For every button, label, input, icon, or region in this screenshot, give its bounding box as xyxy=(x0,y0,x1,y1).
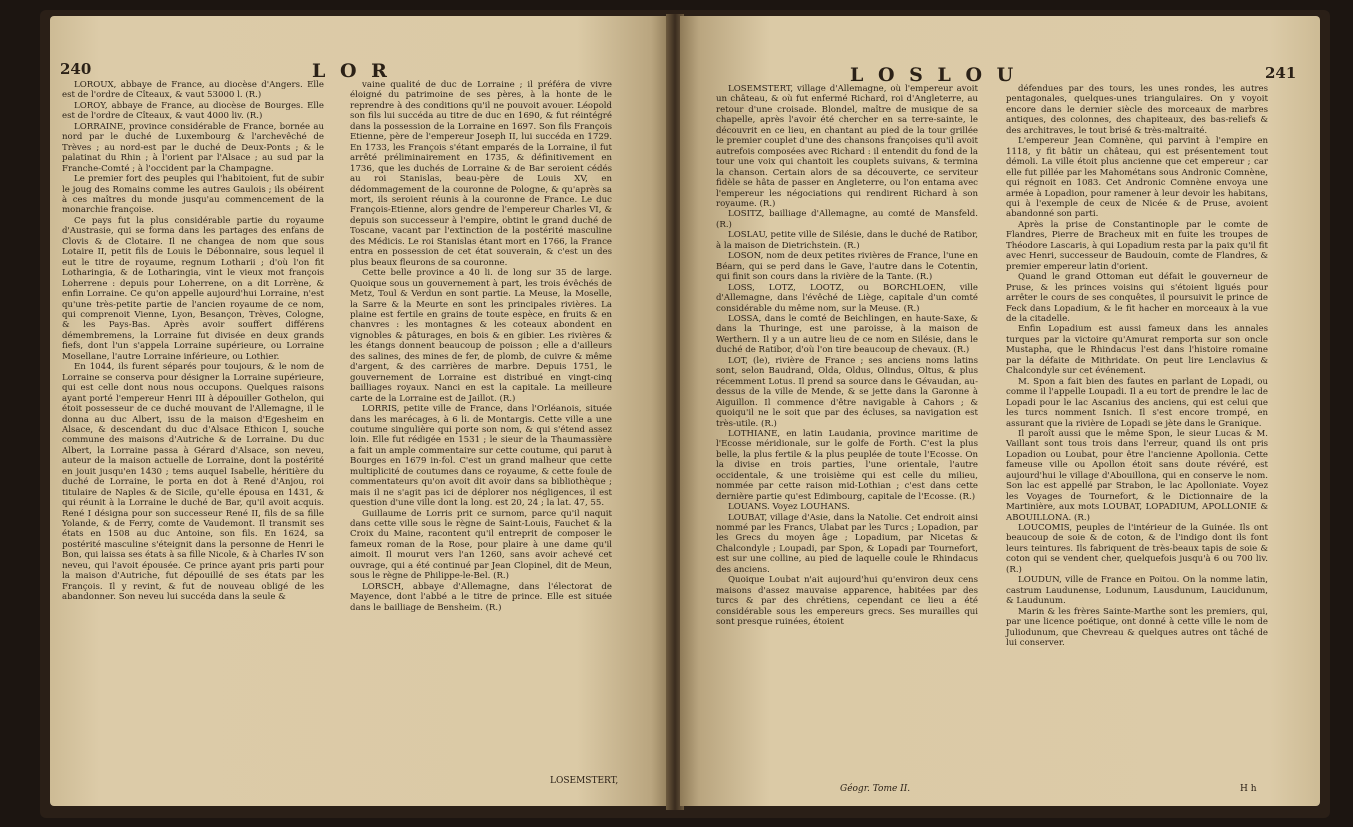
paragraph: LOUCOMIS, peuples de l'intérieur de la Guinée. Ils ont beaucoup de soie & de coton, & de l'indigo dont ils font leurs teintures. Ils fabriquent de très-beaux tapis de soie & coton qui se vendent cher, quelquefois jusqu'à 6 ou 700 liv. (R.) xyxy=(1006,523,1268,575)
paragraph: LORSCH, abbaye d'Allemagne, dans l'électorat de Mayence, dont l'abbé a le titre de prince. Elle est située dans le bailliage de Bensheim. (R.) xyxy=(350,581,612,613)
paragraph: LOSON, nom de deux petites rivières de France, l'une en Béarn, qui se perd dans le Gave, l'autre dans le Cotentin, qui finit son cours dans la rivière de la Tante. (R.) xyxy=(716,251,978,283)
paragraph: L'empereur Jean Comnène, qui parvint à l'empire en 1118, y fit bâtir un château, qui est présentement tout démoli. La ville étoit plus ancienne que cet empereur ; car elle fut pillée par les Mahométans sous Andronic Comnène, qui régnoit en 1083. Cet Andronic Comnène envoya une armée à Lopadion, pour ramener à leur devoir les habitans, qui à l'exemple de ceux de Nicée & de Pruse, avoient abandonné son parti. xyxy=(1006,136,1268,220)
paragraph: Ce pays fut la plus considérable partie du royaume d'Austrasie, qui se forma dans les partages des enfans de Clovis & de Clotaire. Il ne changea de nom que sous Lotaire II, petit fils de Louis le Débonnaire, sous lequel il eut le titre de royaume, regnum Lotharii ; d'où l'on fit Lotharingia, & de Lotharingia, vint le vieux mot françois Loherrene : depuis pour Loherrene, on a dit Lorrène, & enfin Lorraine. Ce qu'on appelle aujourd'hui Lorraine, n'est qu'une très-petite partie de l'ancien royaume de ce nom, qui comprenoit Vienne, Lyon, Besançon, Trèves, Cologne, & les Pays-Bas. Après avoir souffert différens démembremens, la Lorraine fut divisée en deux grands fiefs, dont l'un s'appela Lorraine supérieure, ou Lorraine Mosellane, l'autre Lorraine inférieure, ou Lothier. xyxy=(62,215,324,362)
text-column-2 xyxy=(1006,84,1268,648)
page-number: 241 xyxy=(1265,64,1297,82)
paragraph: LOROUX, abbaye de France, au diocèse d'Angers. Elle est de l'ordre de Cîteaux, & vaut 53000 l. (R.) xyxy=(62,80,324,101)
text-column-2 xyxy=(350,80,612,613)
signature-mark: H h xyxy=(1240,784,1257,794)
page-number: 240 xyxy=(60,60,92,78)
paragraph: LOT, (le), rivière de France ; ses anciens noms latins sont, selon Baudrand, Olda, Oldus, Olindus, Oltus, & plus récemment Lotus. Il prend sa source dans le Gévaudan, au-dessus de la ville de Mende, & se jette dans la Garonne à Aiguillon. Il commence d'être navigable à Cahors ; & quoiqu'il ne le soit que par des écluses, sa navigation est très-utile. (R.) xyxy=(716,355,978,429)
running-head: L O S L O U xyxy=(850,64,1018,86)
paragraph: LORRIS, petite ville de France, dans l'Orléanois, située dans les marécages, à 6 li. de Montargis. Cette ville a une coutume singulière qui porte son nom, & qui s'étend assez loin. Elle fut rédigée en 1531 ; le sieur de la Thaumassière a fait un ample commentaire sur cette coutume, qui parut à Bourges en 1679 in-fol. C'est un grand malheur que cette multiplicité de coutumes dans ce royaume, & cette foule de commentateurs qu'on avoit dit avoir dans sa bibliothèque ; mais il ne s'agit pas ici de déplorer nos négligences, il est question d'une ville dont la long. est 20, 24 ; la lat. 47, 55. xyxy=(350,404,612,509)
paragraph: LOUANS. Voyez LOUHANS. xyxy=(728,502,850,513)
left-page xyxy=(50,16,670,806)
paragraph: En 1044, ils furent séparés pour toujours, & le nom de Lorraine se conserva pour désigner la Lorraine supérieure, qui est celle dont nous nous occupons. Quelques raisons ayant porté l'empereur Henri III à dépouiller Gothelon, qui étoit possesseur de ce duché mouvant de l'Allemagne, il le donna au duc Albert, issu de la maison d'Egesheim en Alsace, & descendant du duc d'Alsace Ethicon I, souche commune des maisons d'Autriche & de Lorraine. Du duc Albert, la Lorraine passa à Gérard d'Alsace, son neveu, auteur de la maison actuelle de Lorraine, dont la postérité en jouit jusqu'en 1430 ; tems auquel Isabelle, héritière du duché de Lorraine, le porta en dot à René d'Anjou, roi titulaire de Naples & de Sicile, qu'elle épousa en 1431, & qui réunit à la Lorraine le duché de Bar, qu'il avoit acquis. René I désigna pour son successeur René II, fils de sa fille Yolande, & de Ferry, comte de Vaudemont. Il transmit ses états en 1508 au duc Antoine, son fils. En 1624, sa postérité masculine s'éteignit dans la personne de Henri le Bon, qui laissa ses états à sa fille Nicole, & à Charles IV son neveu, qui l'avoit épousée. Ce prince ayant pris parti pour la maison d'Autriche, fut dépouillé de ses états par les François. Il y revint, & fut de nouveau obligé de les abandonner. Son neveu lui succéda dans la seule & xyxy=(62,362,324,603)
paragraph: LOUBAT, village d'Asie, dans la Natolie. Cet endroit ainsi nommé par les Francs, Ulabat par les Turcs ; Lopadion, par les Grecs du moyen âge ; Lopadium, par Nicetas & Chalcondyle ; Loupadi, par Spon, & Lopadi par Tournefort, est sur une colline, au pied de laquelle coule le Rhindacus des anciens. xyxy=(716,512,978,575)
open-book xyxy=(40,10,1330,818)
paragraph: vaine qualité de duc de Lorraine ; il préféra de vivre éloigné du patrimoine de ses pères, à la honte de le reprendre à des conditions qu'il ne pouvoit avouer. Léopold son fils lui succéda au titre de duc en 1690, & fut réintégré dans la possession de la Lorraine en 1697. Son fils François Etienne, père de l'empereur Joseph II, lui succéda en 1729. En 1733, les François s'étant emparés de la Lorraine, il fut arrêté préliminairement en 1735, & définitivement en 1736, que les duchés de Lorraine & de Bar seroient cédés au roi Stanislas, beau-père de Louis XV, en dédommagement de la couronne de Pologne, & qu'après sa mort, ils seroient réunis à la couronne de France. Le duc François-Etienne, alors gendre de l'empereur Charles VI, & depuis son successeur à l'empire, obtint le grand duché de Toscane, vacant par l'extinction de la postérité masculine des Médicis. Le roi Stanislas étant mort en 1766, la France entra en possession de cet état souverain, & c'est un des plus beaux fleurons de sa couronne. xyxy=(350,80,612,268)
paragraph: défendues par des tours, les unes rondes, les autres pentagonales, quelques-unes triangulaires. On y voyoit encore dans le dernier siècle des morceaux de marbres antiques, des colonnes, des chapiteaux, des bas-reliefs & des architraves, le tout brisé & très-maltraité. xyxy=(1006,84,1268,136)
paragraph: LOSS, LOTZ, LOOTZ, ou BORCHLOEN, ville d'Allemagne, dans l'évêché de Liège, capitale d'un comté considérable du même nom, sur la Meuse. (R.) xyxy=(716,282,978,314)
paragraph: LOUDUN, ville de France en Poitou. On la nomme latin, castrum Laudunense, Lodunum, Lausdunum, Laucidunum, & Laudunum. xyxy=(1006,575,1268,607)
paragraph: LOROY, abbaye de France, au diocèse de Bourges. Elle est de l'ordre de Cîteaux, & vaut 4000 liv. (R.) xyxy=(62,100,324,122)
running-head: L O R xyxy=(312,60,391,82)
paragraph: Il paroît aussi que le même Spon, le sieur Lucas & M. Vaillant sont tous trois dans l'erreur, quand ils ont pris Lopadion ou Loubat, pour être l'ancienne Apollonia. Cette fameuse ville ou Apollon étoit sans doute révéré, est aujourd'hui le village d'Abouillona, qui en conserve le nom. Son lac est appellé par Strabon, le lac Apolloniate. Voyez les Voyages de Tournefort, & le Dictionnaire de la Martinière, aux mots LOUBAT, LOPADIUM, APOLLONIE & ABOUILLONA. (R.) xyxy=(1006,428,1268,523)
text-column-1 xyxy=(716,84,978,628)
paragraph: LOSITZ, bailliage d'Allemagne, au comté de Mansfeld. (R.) xyxy=(716,209,978,230)
paragraph: LORRAINE, province considérable de France, bornée au nord par le duché de Luxembourg & l'archevêché de Trèves ; au nord-est par le duché de Deux-Ponts ; & le palatinat du Rhin ; à l'orient par l'Alsace ; au sud par la Franche-Comté ; à l'occident par la Champagne. xyxy=(62,121,324,174)
paragraph: Quoique Loubat n'ait aujourd'hui qu'environ deux cens maisons d'assez mauvaise apparence, habitées par des turcs & par des chrétiens, cependant ce lieu a été considérable sous les empereurs grecs. Ses murailles qui sont presque ruinées, étoient xyxy=(716,575,978,628)
paragraph: Marin & les frères Sainte-Marthe sont les premiers, qui, par une licence poétique, ont donné à cette ville le nom de Juliodunum, que Chevreau & quelques autres ont tâché de lui conserver. xyxy=(1006,606,1268,649)
text-column-1 xyxy=(62,80,324,603)
paragraph: Cette belle province a 40 li. de long sur 35 de large. Quoique sous un gouvernement à part, les trois évêchés de Metz, Toul & Verdun en sont partie. La Meuse, la Moselle, la Sarre & la Meurte en sont les principales rivières. La plaine est fertile en grains de toute espèce, en fruits & en chanvres : les montagnes & les coteaux abondent en vignobles & pâturages, en bois & en gibier. Les rivières & les étangs donnent beaucoup de poisson ; elle a d'ailleurs des salines, des mines de fer, de plomb, de cuivre & même d'argent, & des carrières de marbre. Depuis 1751, le gouvernement de Lorraine est distribué en vingt-cinq bailliages royaux. Nanci en est la capitale. La meilleure carte de la Lorraine est de Jaillot. (R.) xyxy=(350,268,612,404)
paragraph: Enfin Lopadium est aussi fameux dans les annales turques par la victoire qu'Amurat remporta sur son oncle Mustapha, que le Rhindacus l'est dans l'histoire romaine par la défaite de Mithridate. On peut lire Lenclavius & Chalcondyle sur cet événement. xyxy=(1006,324,1268,377)
right-page xyxy=(680,16,1320,806)
catchword: LOSEMSTERT, xyxy=(550,776,619,786)
paragraph: LOSLAU, petite ville de Silésie, dans le duché de Ratibor, à la maison de Dietrichstein. (R.) xyxy=(716,230,978,251)
paragraph: LOTHIANE, en latin Laudania, province maritime de l'Ecosse méridionale, sur le golfe de Forth. C'est la plus belle, la plus fertile & la plus peuplée de toute l'Ecosse. On la divise en trois parties, l'une orientale, l'autre occidentale, & une troisième qui est celle du milieu, nommée par cette raison mid-Lothian ; c'est dans cette dernière partie qu'est Edimbourg, capitale de l'Ecosse. (R.) xyxy=(716,428,978,502)
paragraph: Quand le grand Ottoman eut défait le gouverneur de Pruse, & les princes voisins qui s'étoient ligués pour arrêter le cours de ses conquêtes, il poursuivit le prince de Feck dans Lopadium, & le fit hacher en morceaux à la vue de la citadelle. xyxy=(1006,272,1268,324)
paragraph: LOSEMSTERT, village d'Allemagne, où l'empereur avoit un château, & où fut enfermé Richard, roi d'Angleterre, au retour d'une croisade. Blondel, maître de musique de sa chapelle, après l'avoir été chercher en sa terre-sainte, le découvrit en ce lieu, en chantant au pied de la tour grillée le premier couplet d'une des chansons françoises qu'il avoit autrefois composées avec Richard : il entendit du fond de la tour une voix qui chantoit les couplets suivans, & termina la chanson. Certain alors de sa découverte, ce serviteur fidèle se hâta de passer en Angleterre, ou l'on entama avec l'empereur les négociations qui rendirent Richard à son royaume. (R.) xyxy=(716,84,978,209)
paragraph: Le premier fort des peuples qui l'habitoient, fut de subir le joug des Romains comme les autres Gaulois ; ils obéirent à ces maîtres du monde jusqu'au commencement de la monarchie françoise. xyxy=(62,174,324,216)
paragraph: Guillaume de Lorris prit ce surnom, parce qu'il naquit dans cette ville sous le règne de Saint-Louis, Fauchet & la Croix du Maine, racontent qu'il entreprit de composer le fameux roman de la Rose, pour plaire à une dame qu'il aimoit. Il mourut vers l'an 1260, sans avoir achevé cet ouvrage, qui a été continué par Jean Clopinel, dit de Meun, sous le règne de Philippe-le-Bel. (R.) xyxy=(350,508,612,582)
paragraph: LOSSA, dans le comté de Beichlingen, en haute-Saxe, & dans la Thuringe, est une paroisse, à la maison de Werthern. Il y a un autre lieu de ce nom en Silésie, dans le duché de Ratibor, d'où l'on tire beaucoup de chevaux. (R.) xyxy=(716,313,978,356)
footer-volume: Géogr. Tome II. xyxy=(840,784,911,794)
paragraph: Après la prise de Constantinople par le comte de Flandres, Pierre de Bracheux mit en fuite les troupes de Théodore Lascaris, à qui Lopadium resta par la paix qu'il fit avec Henri, successeur de Baudouin, comte de Flandres, & premier empereur latin d'orient. xyxy=(1006,219,1268,272)
paragraph: M. Spon a fait bien des fautes en parlant de Lopadi, ou comme il l'appelle Loupadi. Il a eu tort de prendre le lac de Lopadi pour le lac Ascanius des anciens, qui est celui que les turcs nomment Isnich. Il s'est encore trompé, en assurant que la rivière de Lopadi se jète dans le Granique. xyxy=(1006,376,1268,429)
